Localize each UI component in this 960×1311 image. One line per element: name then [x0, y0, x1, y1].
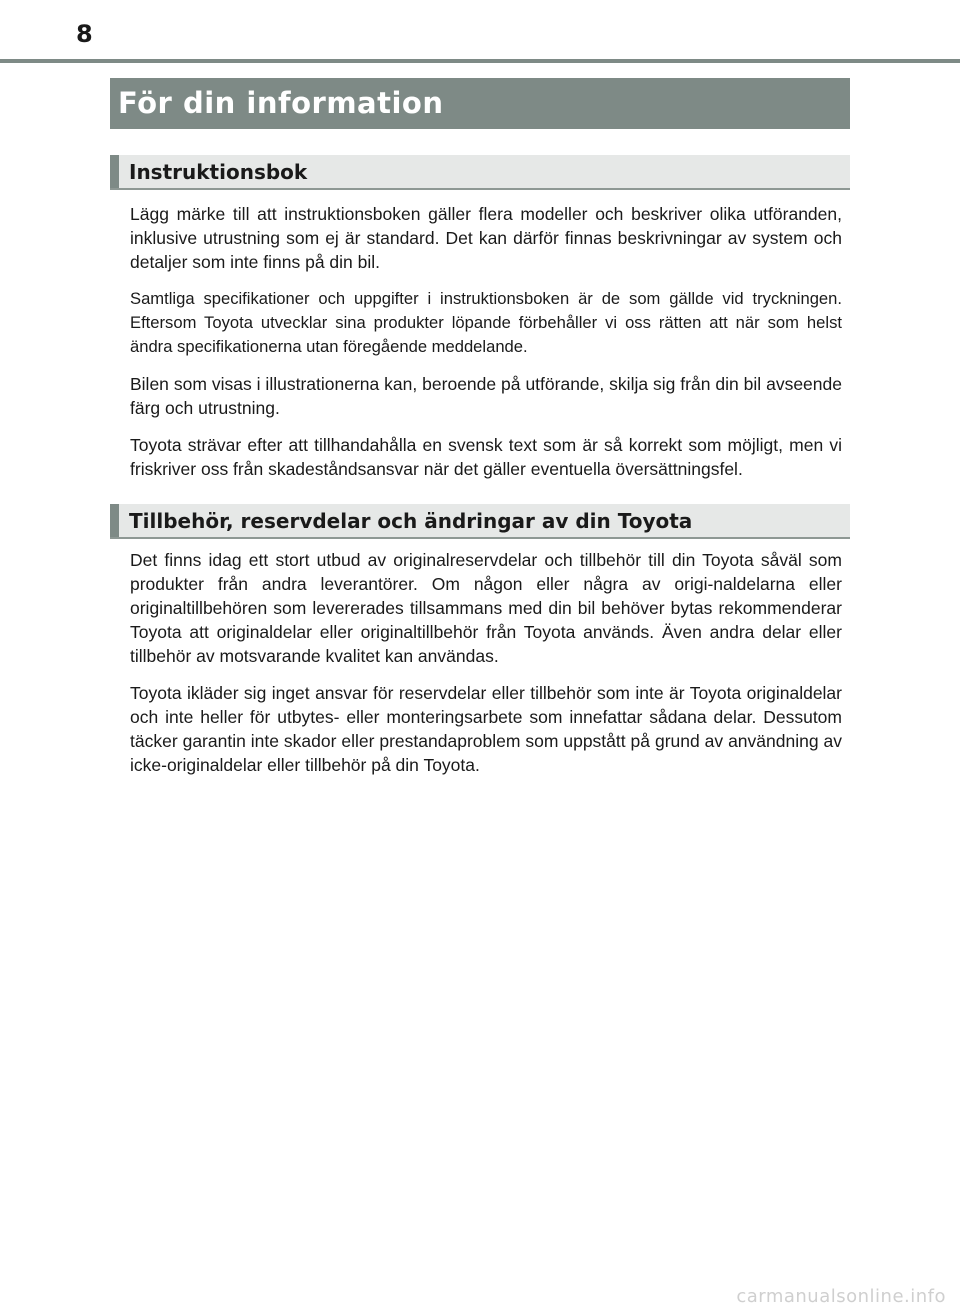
section-body-instruktionsbok — [130, 202, 842, 494]
watermark: carmanualsonline.info — [736, 1286, 946, 1307]
section-heading-label: Instruktionsbok — [129, 160, 308, 184]
paragraph: Samtliga specifikationer och uppgifter i instruktionsboken är de som gällde vid tryckningen. Eftersom Toyota utvecklar sina produkter löpande förbehåller vi oss rätten att när som helst ändra specifikationerna utan föregående meddelande. — [130, 289, 842, 356]
section-heading-label: Tillbehör, reservdelar och ändringar av din Toyota — [129, 509, 693, 533]
section-heading-instruktionsbok — [110, 155, 850, 190]
section-heading-tillbehor — [110, 504, 850, 539]
chapter-title: För din information — [118, 86, 444, 120]
paragraph: Bilen som visas i illustrationerna kan, beroende på utförande, skilja sig från din bil avseende färg och utrustning. — [130, 374, 842, 418]
section-marker — [110, 155, 119, 188]
section-marker — [110, 504, 119, 537]
paragraph: Lägg märke till att instruktionsboken gäller flera modeller och beskriver olika utföranden, inklusive utrustning som ej är standard. Det kan därför finnas beskrivningar av system och detaljer som inte finns på din bil. — [130, 204, 842, 272]
section-body-tillbehor — [130, 548, 842, 790]
top-rule — [0, 59, 960, 63]
page-number: 8 — [76, 20, 93, 48]
paragraph: Toyota strävar efter att tillhandahålla en svensk text som är så korrekt som möjligt, men vi friskriver oss från skadeståndsansvar när det gäller eventuella översättningsfel. — [130, 435, 842, 479]
paragraph: Toyota ikläder sig inget ansvar för reservdelar eller tillbehör som inte är Toyota originaldelar och inte heller för utbytes- eller monteringsarbete som innefattar sådana delar. Dessutom täcker garantin inte skador eller prestandaproblem som uppstått på grund av användning av icke-originaldelar eller tillbehör på din Toyota. — [130, 683, 842, 775]
chapter-header-bar — [110, 78, 850, 129]
paragraph: Det finns idag ett stort utbud av originalreservdelar och tillbehör till din Toyota såväl som produkter från andra leverantörer. Om någon eller några av origi-naldelarna eller originaltillbehören som levererades tillsammans med din bil behöver bytas rekommenderar Toyota att originaldelar eller originaltillbehör från Toyota används. Även andra delar eller tillbehör av motsvarande kvalitet kan användas. — [130, 550, 842, 666]
